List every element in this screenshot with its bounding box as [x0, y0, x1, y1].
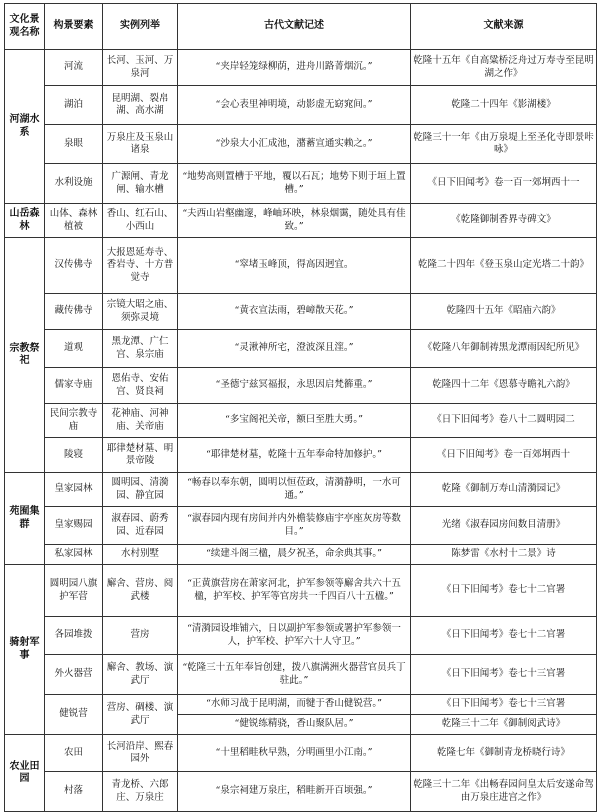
examples-cell: 宗镜大昭之庙、须弥灵境: [103, 294, 178, 330]
examples-cell: 昆明湖、裂帛湖、高水湖: [103, 86, 178, 125]
record-cell: “耶律楚材墓，乾隆十五年奉命特加修护。”: [178, 438, 411, 473]
record-cell: “黄衣宣法雨，碧嶂散天花。”: [178, 294, 411, 330]
record-cell: “窣堵玉峰顶，得高因迥宜。: [178, 238, 411, 294]
source-cell: 乾隆四十五年《昭庙六韵》: [411, 294, 597, 330]
element-cell: 民间宗教寺庙: [45, 404, 103, 438]
category-cell: 山岳森林: [5, 204, 45, 238]
category-cell: 骑射军事: [5, 565, 45, 735]
record-cell: “健锐练精骁，香山聚队居。”: [178, 715, 411, 735]
examples-cell: 长河、玉河、万泉河: [103, 50, 178, 86]
examples-cell: 耶律楚材墓、明景帝陵: [103, 438, 178, 473]
source-cell: 乾隆三十二年《御制阅武诗》: [411, 715, 597, 735]
category-cell: 河湖水系: [5, 50, 45, 204]
examples-cell: 黑龙潭、广仁宫、泉宗庙: [103, 330, 178, 368]
examples-cell: 廨舍、教场、演武厅: [103, 655, 178, 695]
record-cell: “畅春以奉东朝，圆明以恒莅政，清漪静明，一水可通。”: [178, 473, 411, 507]
element-cell: 皇家赐园: [45, 507, 103, 545]
examples-cell: 万泉庄及玉泉山诸泉: [103, 125, 178, 164]
header-landscape-name: 文化景观名称: [5, 4, 45, 50]
heritage-table: [4, 3, 597, 812]
record-cell: “会心表里神明境，动影虚无窈窕间。”: [178, 86, 411, 125]
category-cell: 农业田园: [5, 735, 45, 812]
record-cell: “圣德宁兹冥福报，永思因启梵籂重。”: [178, 368, 411, 404]
table-row: [5, 368, 597, 404]
record-cell: “乾隆三十五年奉旨创建，拨八旗满洲火器营官员兵丁驻此。”: [178, 655, 411, 695]
header-row: [5, 4, 597, 50]
header-examples: 实例列举: [103, 4, 178, 50]
source-cell: 《乾隆八年御制祷黑龙潭雨因纪所见》: [411, 330, 597, 368]
source-cell: 乾隆十五年《自高粱桥泛舟过万寿寺至昆明湖之作》: [411, 50, 597, 86]
examples-cell: 大报恩延寿寺、香岩寺、十方普觉寺: [103, 238, 178, 294]
table-row: [5, 164, 597, 204]
source-cell: 《日下旧闻考》卷一百郊坰西十: [411, 438, 597, 473]
table-row: [5, 50, 597, 86]
element-cell: 各园堆拨: [45, 617, 103, 655]
element-cell: 藏传佛寺: [45, 294, 103, 330]
table-row: [5, 330, 597, 368]
table-row: [5, 125, 597, 164]
examples-cell: 青龙桥、六郎庄、万泉庄: [103, 772, 178, 812]
table-row: [5, 545, 597, 565]
table-row: [5, 772, 597, 812]
element-cell: 儒家寺庙: [45, 368, 103, 404]
source-cell: 乾隆七年《御制青龙桥晓行诗》: [411, 735, 597, 772]
element-cell: 私家园林: [45, 545, 103, 565]
table-row: [5, 507, 597, 545]
examples-cell: 营房、碉楼、演武厅: [103, 695, 178, 735]
table-row: [5, 238, 597, 294]
table-row: [5, 438, 597, 473]
record-cell: “淑春园内现有房间并内外檐装修庙宇亭座灰房等数目。”: [178, 507, 411, 545]
element-cell: 皇家园林: [45, 473, 103, 507]
header-record: 古代文献记述: [178, 4, 411, 50]
record-cell: “夫西山岩壑幽邃，峰岫环映，林泉烟霭，随处具有佳致。”: [178, 204, 411, 238]
record-cell: “灵湫神所宅，澄波深且漥。”: [178, 330, 411, 368]
table-row: [5, 473, 597, 507]
examples-cell: 长河沿岸、熙春园外: [103, 735, 178, 772]
source-cell: 光绪《淑春园房间数目清册》: [411, 507, 597, 545]
source-cell: 《日下旧闻考》卷八十二圆明园二: [411, 404, 597, 438]
table-row: [5, 204, 597, 238]
table-row: [5, 86, 597, 125]
source-cell: 乾隆四十二年《恩慕寺瞻礼六韵》: [411, 368, 597, 404]
source-cell: 陈梦雷《水村十二景》诗: [411, 545, 597, 565]
element-cell: 农田: [45, 735, 103, 772]
examples-cell: 廨舍、营房、阅武楼: [103, 565, 178, 617]
element-cell: 陵寝: [45, 438, 103, 473]
examples-cell: 恩佑寺、安佑宫、贤良祠: [103, 368, 178, 404]
element-cell: 湖泊: [45, 86, 103, 125]
category-cell: 苑囿集群: [5, 473, 45, 565]
examples-cell: 水村别墅: [103, 545, 178, 565]
record-cell: “正黄旗营房在萧家河北，护军参领等廨舍共六十五楹，护军校、护军等官房共一千四百八十五楹。”: [178, 565, 411, 617]
record-cell: “泉宗祠建万泉庄，稻畦新开百顷强。”: [178, 772, 411, 812]
header-element: 构景要素: [45, 4, 103, 50]
element-cell: 村落: [45, 772, 103, 812]
element-cell: 泉眼: [45, 125, 103, 164]
source-cell: 乾隆三十一年《由万泉堤上至圣化寺即景咔咏》: [411, 125, 597, 164]
table-row: [5, 617, 597, 655]
examples-cell: 广源闸、青龙闸、输水槽: [103, 164, 178, 204]
source-cell: 《日下旧闻考》卷一百一郊坰西十一: [411, 164, 597, 204]
element-cell: 河流: [45, 50, 103, 86]
element-cell: 水利设施: [45, 164, 103, 204]
element-cell: 圆明园八旗护军营: [45, 565, 103, 617]
source-cell: 乾隆二十四年《登玉泉山定光塔二十韵》: [411, 238, 597, 294]
source-cell: 乾隆三十二年《出畅春园问皇太后安遂命驾由万泉庄进宫之作》: [411, 772, 597, 812]
record-cell: “夹岸轻笼绿柳荫，进舟川路菁烟沉。”: [178, 50, 411, 86]
examples-cell: 花神庙、河神庙、关帝庙: [103, 404, 178, 438]
record-cell: “地势高则置槽于平地，覆以石瓦；地势下则于垣上置槽。”: [178, 164, 411, 204]
source-cell: 乾隆二十四年《影湖楼》: [411, 86, 597, 125]
table-row: [5, 565, 597, 617]
table-row: [5, 655, 597, 695]
table-row: [5, 404, 597, 438]
element-cell: 外火器营: [45, 655, 103, 695]
source-cell: 乾隆《御制万寿山清漪园记》: [411, 473, 597, 507]
record-cell: “清漪园设堆铺六，日以副护军参领或署护军参领一人，护军校、护军六十人守卫。”: [178, 617, 411, 655]
record-cell: “十里稻畦秋早熟，分明画里小江南。”: [178, 735, 411, 772]
source-cell: 《日下旧闻考》卷七十三官署: [411, 695, 597, 715]
record-cell: “水师习战于昆明湖，而犍于香山健锐营。”: [178, 695, 411, 715]
source-cell: 《日下旧闻考》卷七十二官署: [411, 565, 597, 617]
examples-cell: 圆明园、清漪园、静宜园: [103, 473, 178, 507]
source-cell: 《日下旧闻考》卷七十二官署: [411, 617, 597, 655]
element-cell: 汉传佛寺: [45, 238, 103, 294]
category-cell: 宗教祭祀: [5, 238, 45, 473]
examples-cell: 营房: [103, 617, 178, 655]
table-row: [5, 294, 597, 330]
table-row: [5, 735, 597, 772]
examples-cell: 香山、红石山、小西山: [103, 204, 178, 238]
examples-cell: 淑春园、蔚秀园、近春园: [103, 507, 178, 545]
record-cell: “多宝阁祀关帝，额曰至胜大勇。”: [178, 404, 411, 438]
element-cell: 道观: [45, 330, 103, 368]
source-cell: 《日下旧闻考》卷七十三官署: [411, 655, 597, 695]
header-source: 文献来源: [411, 4, 597, 50]
element-cell: 健锐营: [45, 695, 103, 735]
source-cell: 《乾隆御制香界寺碑文》: [411, 204, 597, 238]
record-cell: “沙泉大小汇成池，潴蓄宣通实赖之。”: [178, 125, 411, 164]
table-row: [5, 695, 597, 715]
element-cell: 山体、森林植被: [45, 204, 103, 238]
record-cell: “续建斗阁三楹，晨夕祝圣，命余典其事。”: [178, 545, 411, 565]
